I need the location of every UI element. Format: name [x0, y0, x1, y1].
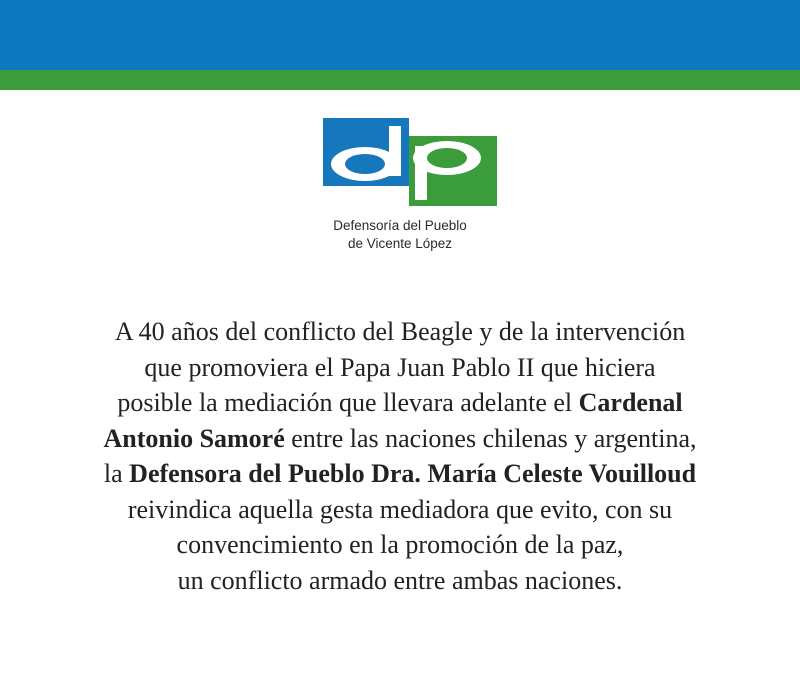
logo-caption [300, 217, 500, 253]
message-line-1: A 40 años del conflicto del Beagle y de la intervención [114, 317, 686, 346]
message-line-3-text: posible la mediación que llevara adelante el [117, 388, 579, 417]
message-line-3 [0, 385, 800, 421]
message-line-5 [0, 456, 800, 492]
header-green-band [0, 70, 800, 90]
message-line-7: convencimiento en la promoción de la paz, [176, 530, 624, 559]
logo-caption-line2: de Vicente López [347, 236, 453, 251]
message-line-5-bold: Defensora del Pueblo Dra. María Celeste Vouilloud [129, 459, 697, 488]
dp-logo-icon [323, 118, 503, 208]
message-line-4 [0, 421, 800, 457]
message-line-8: un conflicto armado entre ambas naciones. [177, 565, 623, 595]
message-line-3-bold: Cardenal [578, 388, 683, 417]
message-line-5-text: la [103, 459, 130, 488]
message-line-4-text: entre las naciones chilenas y argentina, [284, 423, 697, 453]
header-blue-band [0, 0, 800, 70]
message-line-4-bold: Antonio Samoré [103, 423, 285, 453]
message-line-6: reivindica aquella gesta mediadora que evito, con su [127, 494, 673, 524]
message-line-2: que promoviera el Papa Juan Pablo II que hiciera [144, 352, 656, 382]
main-message [0, 314, 800, 598]
logo-caption-line1: Defensoría del Pueblo [333, 218, 467, 233]
